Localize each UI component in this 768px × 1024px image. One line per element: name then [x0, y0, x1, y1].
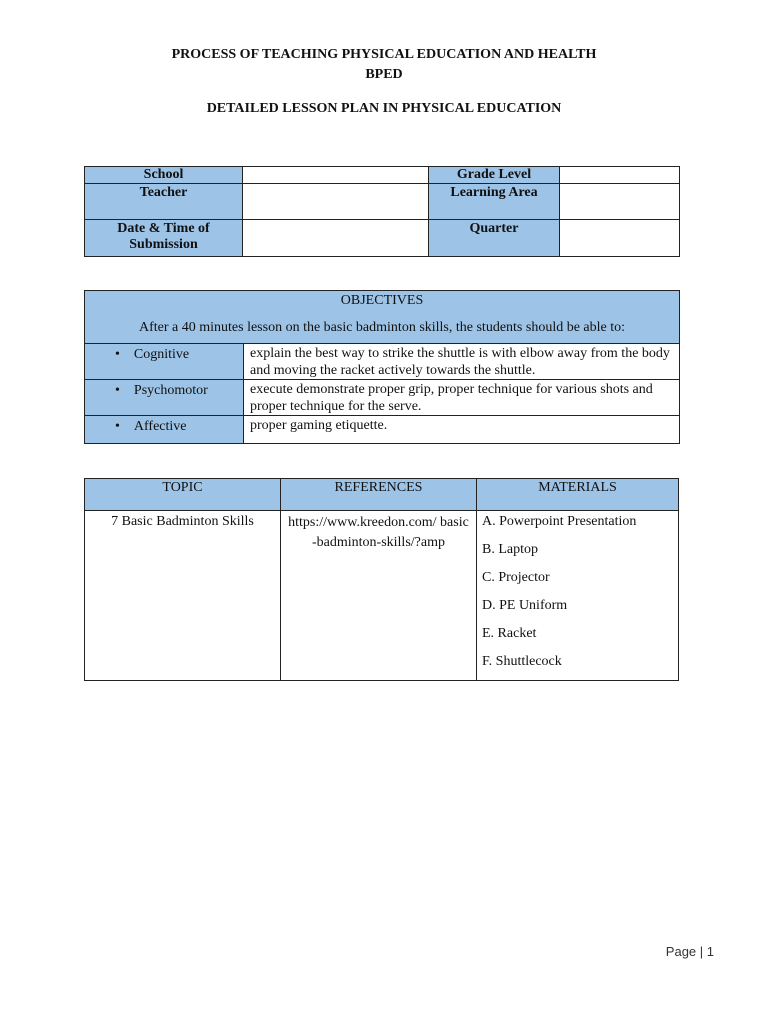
material-item: C. Projector — [482, 570, 550, 585]
lesson-row — [85, 511, 679, 681]
document-subtitle: BPED — [365, 67, 403, 82]
material-item: A. Powerpoint Presentation — [482, 514, 637, 529]
lesson-header-row — [85, 479, 679, 511]
material-item: E. Racket — [482, 626, 537, 641]
objective-domain — [85, 380, 244, 416]
grade-level-label: Grade Level — [429, 167, 560, 184]
objectives-title: OBJECTIVES — [340, 293, 424, 308]
info-row — [85, 167, 680, 184]
learning-area-label: Learning Area — [429, 184, 560, 220]
objective-domain-label: Cognitive — [133, 347, 190, 362]
objectives-header — [85, 291, 680, 344]
document-title: PROCESS OF TEACHING PHYSICAL EDUCATION AND HEALTH — [171, 47, 597, 62]
objectives-table — [84, 290, 680, 444]
objective-text: proper gaming etiquette. — [244, 416, 680, 444]
reference-link[interactable]: https://www.kreedon.com/ basic-badminton-skills/?amp — [281, 511, 477, 681]
quarter-label: Quarter — [429, 220, 560, 257]
objective-row — [85, 380, 680, 416]
references-header: REFERENCES — [281, 479, 477, 511]
school-value — [243, 167, 429, 184]
topic-cell: 7 Basic Badminton Skills — [85, 511, 281, 681]
objective-domain-label: Psychomotor — [133, 383, 208, 398]
grade-level-value — [560, 167, 680, 184]
lesson-plan-heading: DETAILED LESSON PLAN IN PHYSICAL EDUCATION — [206, 101, 562, 116]
objective-text: execute demonstrate proper grip, proper technique for various shots and proper technique for the serve. — [244, 380, 680, 416]
material-item: D. PE Uniform — [482, 598, 568, 613]
materials-header: MATERIALS — [477, 479, 679, 511]
objectives-intro: After a 40 minutes lesson on the basic badminton skills, the students should be able to: — [138, 320, 626, 335]
date-time-value — [243, 220, 429, 257]
objective-row — [85, 344, 680, 380]
bullet-icon: • — [115, 347, 120, 362]
objective-row — [85, 416, 680, 444]
teacher-label: Teacher — [85, 184, 243, 220]
objective-domain-label: Affective — [133, 419, 187, 434]
info-row — [85, 220, 680, 257]
page-number: Page | 1 — [665, 944, 714, 959]
materials-cell — [477, 511, 679, 681]
objectives-header-row — [85, 291, 680, 344]
info-row — [85, 184, 680, 220]
learning-area-value — [560, 184, 680, 220]
date-time-label: Date & Time of Submission — [85, 220, 243, 257]
school-label: School — [85, 167, 243, 184]
objective-domain — [85, 344, 244, 380]
lesson-table — [84, 478, 679, 681]
quarter-value — [560, 220, 680, 257]
topic-header: TOPIC — [85, 479, 281, 511]
teacher-value — [243, 184, 429, 220]
material-item: F. Shuttlecock — [482, 654, 562, 669]
objective-domain — [85, 416, 244, 444]
info-table — [84, 166, 680, 257]
bullet-icon: • — [115, 383, 120, 398]
material-item: B. Laptop — [482, 542, 538, 557]
bullet-icon: • — [115, 419, 120, 434]
objective-text: explain the best way to strike the shuttle is with elbow away from the body and moving the racket actively towards the shuttle. — [244, 344, 680, 380]
